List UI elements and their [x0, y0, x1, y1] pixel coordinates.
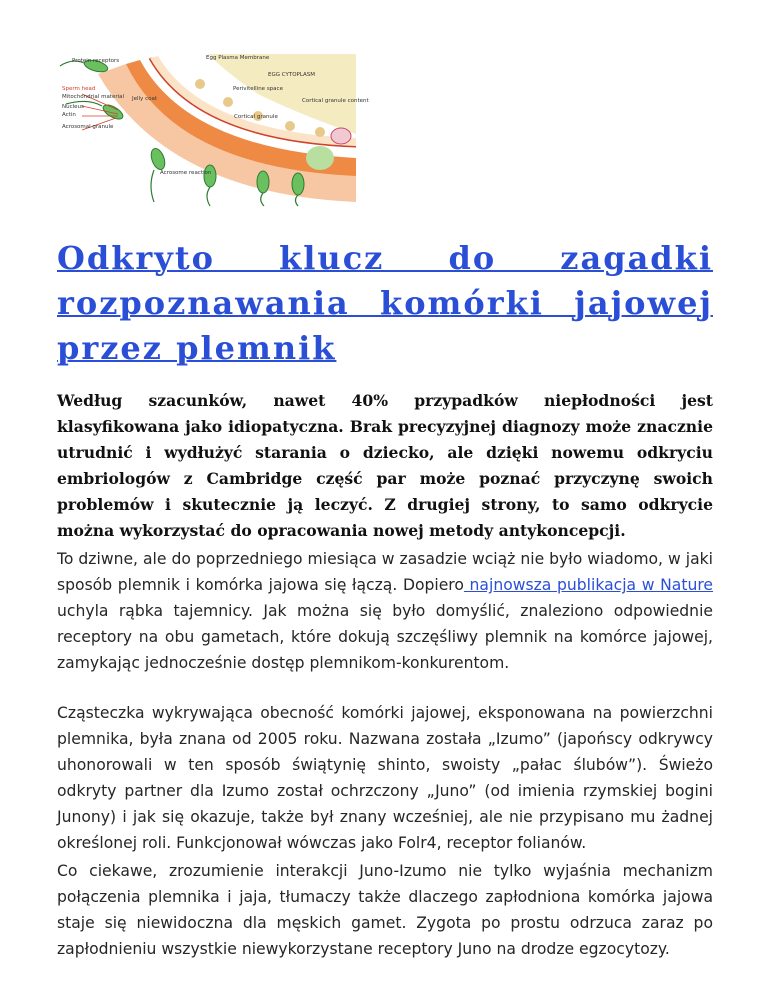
article-title-link[interactable]: Odkryto klucz do zagadki rozpoznawania komórki jajowej przez plemnik	[57, 239, 713, 367]
label-acrosome-reaction: Acrosome reaction	[160, 170, 212, 176]
label-egg-plasma-membrane: Egg Plasma Membrane	[206, 55, 270, 61]
article-paragraph-2: Cząsteczka wykrywająca obecność komórki jajowej, eksponowana na powierzchni plemnika, była znana od 2005 roku. Nazwana została „Izumo” (japońscy odkrywcy uhonorowali w ten sposób świątynię shinto, swoisty „pałac ślubów”). Świeżo odkryty partner dla Izumo został ochrzczony „Juno” (od imienia rzymskiej bogini Junony) i jak się okazuje, także był znany wcześniej, ale nie przypisano mu żadnej określonej roli. Funkcjonował wówczas jako Folr4, receptor folianów.	[57, 704, 713, 852]
label-acrosomal-granule: Acrosomal granule	[62, 124, 114, 130]
label-cortical-granule: Cortical granule	[234, 114, 278, 120]
article-title	[57, 236, 713, 371]
fertilization-diagram	[58, 54, 369, 206]
article-lead: Według szacunków, nawet 40% przypadków niepłodności jest klasyfikowana jako idiopatyczna. Brak precyzyjnej diagnozy może znacznie utrudnić i wydłużyć starania o dziecko, ale dzięki nowemu odkryciu embriologów z Cambridge część par może poznać przyczynę swoich problemów i skutecznie ją leczyć. Z drugiej strony, to samo odkrycie można wykorzystać do opracowania nowej metody antykoncepcji.	[57, 391, 713, 540]
article-paragraph-1	[57, 546, 713, 676]
label-nucleus: Nucleus	[62, 104, 84, 110]
label-perivitelline-space: Perivitelline space	[233, 86, 283, 92]
article-paragraph-3: Co ciekawe, zrozumienie interakcji Juno-Izumo nie tylko wyjaśnia mechanizm połączenia plemnika i jaja, tłumaczy także dlaczego zapłodniona komórka jajowa staje się niewidoczna dla męskich gamet. Zygota po prostu odrzuca zaraz po zapłodnieniu wszystkie niewykorzystane receptory Juno na drodze egzocytozy.	[57, 862, 713, 958]
nature-publication-link[interactable]: najnowsza publikacja w Nature	[463, 576, 713, 594]
label-mitochondrial: Mitochondrial material	[62, 94, 125, 100]
label-actin: Actin	[62, 112, 76, 118]
paragraph-1-text-after: uchyla rąbka tajemnicy. Jak można się było domyślić, znaleziono odpowiednie receptory na obu gametach, które dokują szczęśliwy plemnik na komórce jajowej, zamykając jednocześnie dostęp plemnikom-konkurentom.	[57, 602, 713, 672]
paragraph-1-text-before: To dziwne, ale do poprzedniego miesiąca w zasadzie wciąż nie było wiadomo, w jaki sposób plemnik i komórka jajowa się łączą. Dopiero	[57, 550, 713, 594]
label-sperm-head: Sperm head	[62, 86, 96, 92]
label-cortical-granule-content: Cortical granule content	[302, 98, 369, 104]
label-egg-cytoplasm: EGG CYTOPLASM	[268, 72, 316, 78]
label-jelly-coat: Jelly coat	[132, 96, 157, 102]
label-protein-receptors: Protein receptors	[72, 58, 120, 64]
